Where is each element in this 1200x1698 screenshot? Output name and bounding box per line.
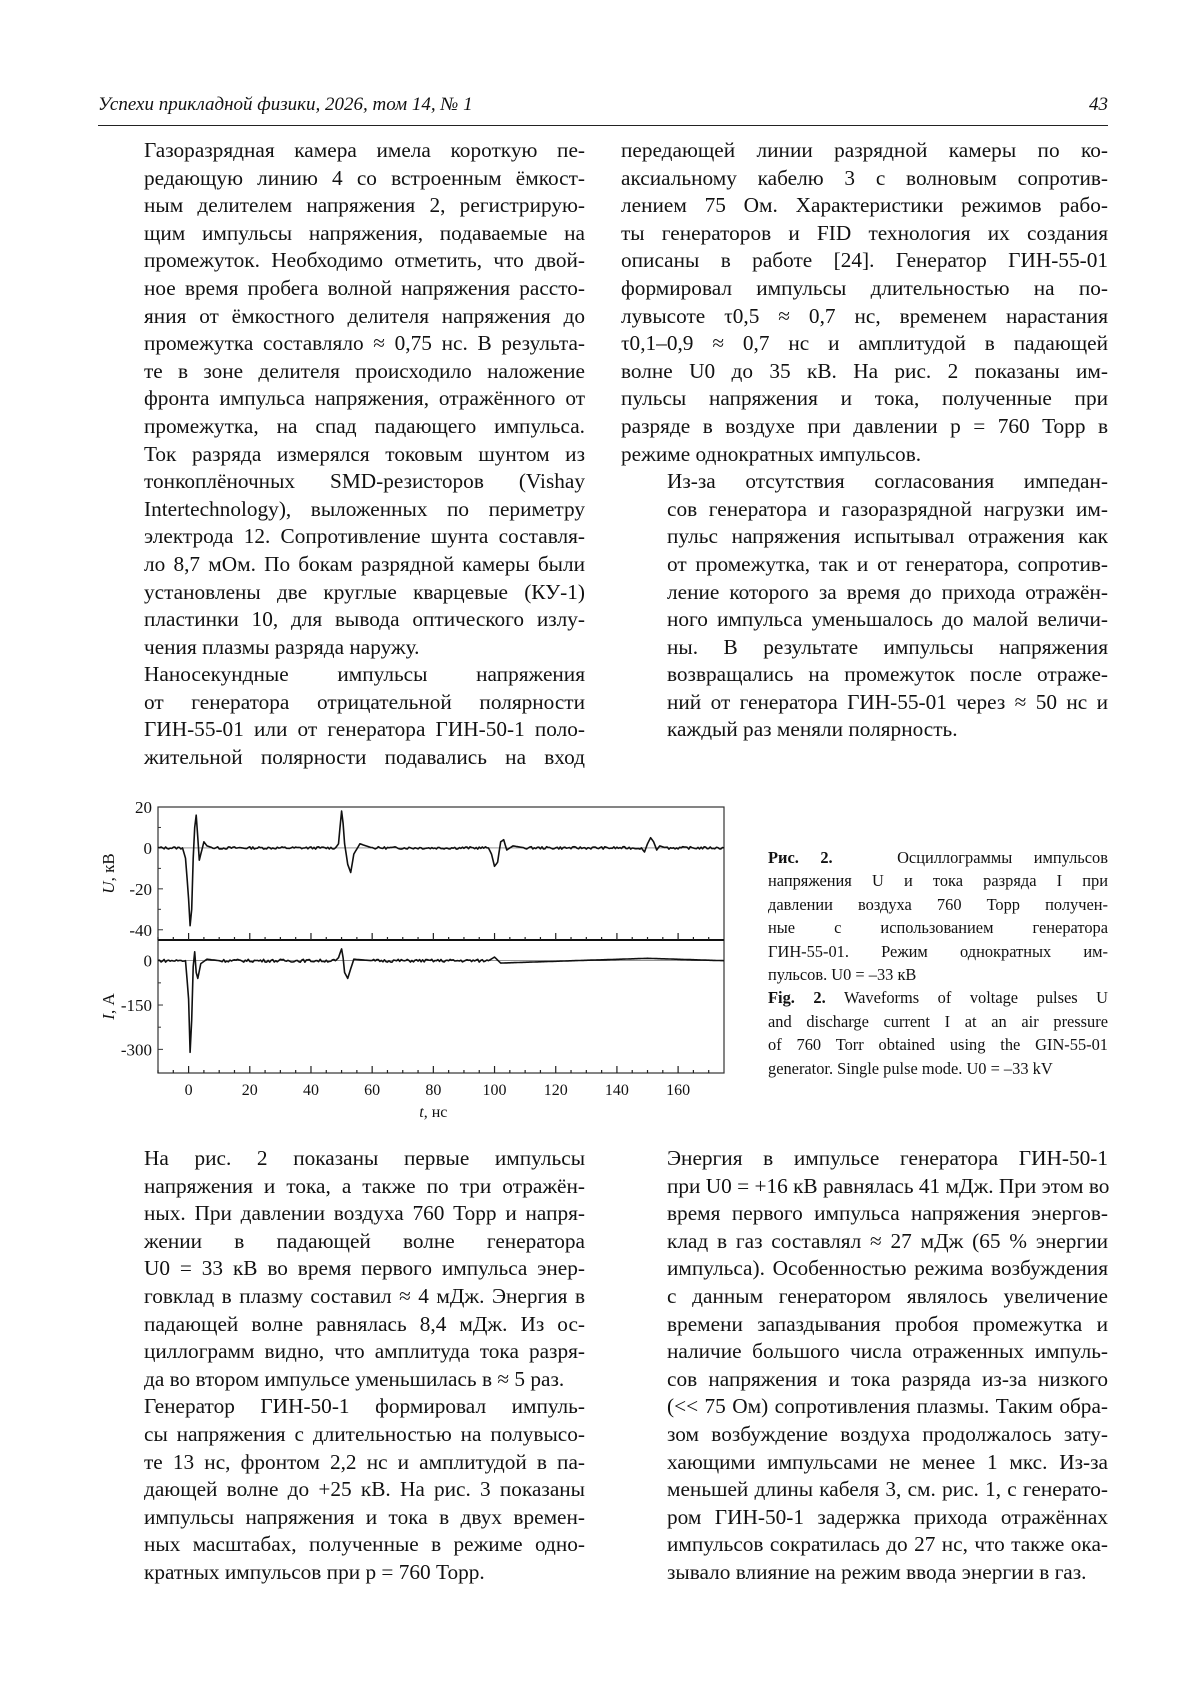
text-line: да во втором импульсе уменьшилась в ≈ 5 раз. bbox=[144, 1366, 565, 1391]
text-line: ты генераторов и FID технология их создания bbox=[621, 220, 1108, 245]
text-line: жительной полярности подавались на вход bbox=[144, 745, 585, 770]
text-line: формировал импульсы длительностью на по- bbox=[621, 275, 1108, 300]
text-line: клад в газ составлял ≈ 27 мДж (65 % энергии bbox=[667, 1228, 1108, 1253]
y-axis-label: U, кВ bbox=[99, 853, 118, 894]
y-tick-label: 20 bbox=[135, 798, 152, 817]
y-axis-label: I, А bbox=[99, 993, 118, 1020]
text-line: ное время пробега волной напряжения рассто- bbox=[144, 275, 585, 300]
caption-en-first-line: Fig. 2. Waveforms of voltage pulses U bbox=[768, 988, 1108, 1008]
text-line: Intertechnology), выложенных по периметру bbox=[144, 496, 585, 521]
paragraph bbox=[621, 1145, 1108, 1587]
text-line: передающей линии разрядной камеры по ко- bbox=[621, 138, 1108, 162]
text-line: ний от генератора ГИН-55-01 через ≈ 50 нс и bbox=[667, 689, 1108, 714]
paragraph bbox=[98, 1145, 585, 1393]
text-line: Ток разряда измерялся токовым шунтом из bbox=[144, 441, 585, 466]
text-line: возвращались на промежуток после отраже- bbox=[667, 662, 1108, 687]
text-line: фронта импульса напряжения, отражённого от bbox=[144, 386, 585, 411]
text-line: яния от ёмкостного делителя напряжения до bbox=[144, 303, 585, 328]
text-line: лувысоте τ0,5 ≈ 0,7 нс, временем нарастания bbox=[621, 303, 1108, 328]
text-line: ного импульса уменьшалось до малой величи- bbox=[667, 607, 1108, 632]
y-tick-label: 0 bbox=[143, 951, 152, 971]
header-rule bbox=[98, 125, 1108, 126]
paragraph bbox=[621, 137, 1108, 468]
figure-2-oscillogram bbox=[90, 795, 740, 1125]
waveform-I bbox=[158, 949, 724, 1052]
text-line: ных масштабах, полученные в режиме одно- bbox=[144, 1532, 585, 1557]
text-line: установлены две круглые кварцевые (КУ-1) bbox=[144, 579, 585, 604]
text-line: сов напряжения и тока разряда из-за низкого bbox=[667, 1366, 1108, 1391]
journal-title: Успехи прикладной физики, 2026, том 14, № 1 bbox=[98, 94, 473, 115]
text-line: пластинки 10, для вывода оптического излу- bbox=[144, 607, 585, 632]
text-line: каждый раз меняли полярность. bbox=[667, 717, 958, 742]
text-line: зывало влияние на режим ввода энергии в газ. bbox=[667, 1559, 1087, 1584]
text-line: говклад в плазму составил ≈ 4 мДж. Энергия в bbox=[144, 1283, 585, 1308]
text-line: режиме однократных импульсов. bbox=[621, 441, 922, 466]
column-3 bbox=[98, 1145, 585, 1587]
caption-line: ные с использованием генератора bbox=[768, 918, 1108, 938]
caption-en-body bbox=[768, 1010, 1108, 1080]
text-line: волне U0 до 35 кВ. На рис. 2 показаны им- bbox=[621, 358, 1108, 383]
paragraph bbox=[98, 137, 585, 661]
x-tick-label: 60 bbox=[364, 1082, 381, 1099]
text-line: импульса). Особенностью режима возбуждения bbox=[667, 1256, 1108, 1281]
y-tick-label: 0 bbox=[143, 838, 152, 858]
caption-line: of 760 Torr obtained using the GIN-55-01 bbox=[768, 1035, 1108, 1055]
x-tick-label: 0 bbox=[184, 1082, 193, 1099]
text-line: ло 8,7 мОм. По бокам разрядной камеры были bbox=[144, 551, 585, 576]
text-line: времени запаздывания пробоя промежутка и bbox=[667, 1311, 1108, 1336]
text-line: описаны в работе [24]. Генератор ГИН-55-01 bbox=[621, 248, 1108, 273]
text-line: (<< 75 Ом) сопротивления плазмы. Таким обра- bbox=[667, 1394, 1108, 1419]
caption-ru-body bbox=[768, 869, 1108, 986]
text-line: те в зоне делителя происходило наложение bbox=[144, 358, 585, 383]
text-line: промежуток. Необходимо отметить, что двой- bbox=[144, 248, 585, 273]
x-tick-label: 140 bbox=[604, 1082, 629, 1099]
column-2 bbox=[621, 137, 1108, 744]
caption-ru-label: Рис. 2. bbox=[768, 848, 833, 867]
text-line: пульс напряжения испытывал отражения как bbox=[667, 524, 1108, 549]
text-line: ГИН-55-01 или от генератора ГИН-50-1 поло- bbox=[144, 717, 585, 742]
y-tick-label: -20 bbox=[129, 879, 152, 899]
caption-ru-first-line: Рис. 2. Осциллограммы импульсов bbox=[768, 848, 1108, 867]
x-axis-label: t, нс bbox=[419, 1104, 448, 1121]
text-line: Из-за отсутствия согласования импедан- bbox=[667, 469, 1108, 494]
x-tick-label: 160 bbox=[666, 1082, 691, 1099]
text-line: U0 = 33 кВ во время первого импульса энер- bbox=[144, 1256, 585, 1281]
text-line: сов генератора и газоразрядной нагрузки им- bbox=[667, 496, 1108, 521]
text-line: наличие большого числа отраженных импуль- bbox=[667, 1339, 1108, 1364]
column-1 bbox=[98, 137, 585, 772]
caption-line: давлении воздуха 760 Торр получен- bbox=[768, 894, 1108, 914]
text-line: электрода 12. Сопротивление шунта составля- bbox=[144, 524, 585, 549]
text-line: те 13 нс, фронтом 2,2 нс и амплитудой в па- bbox=[144, 1449, 585, 1474]
text-line: меньшей длины кабеля 3, см. рис. 1, с генерато- bbox=[667, 1477, 1108, 1502]
text-line: разряде в воздухе при давлении p = 760 Торр в bbox=[621, 413, 1108, 438]
caption-line: and discharge current I at an air pressure bbox=[768, 1011, 1108, 1031]
text-line: при U0 = +16 кВ равнялась 41 мДж. При этом во bbox=[667, 1173, 1110, 1198]
text-line: импульсов сократилась до 27 нс, что также ока- bbox=[667, 1532, 1108, 1557]
column-4 bbox=[621, 1145, 1108, 1587]
text-line: редающую линию 4 со встроенным ёмкост- bbox=[144, 165, 585, 190]
figure-caption bbox=[768, 846, 1108, 1080]
paragraph bbox=[621, 468, 1108, 744]
y-tick-label: -40 bbox=[129, 920, 152, 940]
x-tick-label: 100 bbox=[482, 1082, 507, 1099]
y-tick-label: -300 bbox=[120, 1040, 152, 1060]
text-line: от генератора отрицательной полярности bbox=[144, 689, 585, 714]
text-line: падающей волне равнялась 8,4 мДж. Из ос- bbox=[144, 1311, 585, 1336]
caption-en-label: Fig. 2. bbox=[768, 988, 826, 1008]
text-line: щим импульсы напряжения, подаваемые на bbox=[144, 220, 585, 245]
text-line: Наносекундные импульсы напряжения bbox=[144, 662, 585, 687]
text-line: ных. При давлении воздуха 760 Торр и напря- bbox=[144, 1201, 585, 1226]
waveform-U bbox=[158, 811, 724, 926]
text-line: τ0,1–0,9 ≈ 0,7 нс и амплитудой в падающей bbox=[621, 331, 1108, 356]
text-line: зом возбуждение воздуха продолжалось зату- bbox=[667, 1421, 1108, 1446]
text-line: дающей волне до +25 кВ. На рис. 3 показаны bbox=[144, 1477, 585, 1502]
text-line: импульсы напряжения и тока в двух времен- bbox=[144, 1504, 585, 1529]
text-line: чения плазмы разряда наружу. bbox=[144, 634, 420, 659]
text-line: ны. В результате импульсы напряжения bbox=[667, 634, 1108, 659]
x-tick-label: 120 bbox=[543, 1082, 568, 1099]
caption-line: пульсов. U0 = –33 кВ bbox=[768, 965, 917, 985]
text-line: промежутка, на спад падающего импульса. bbox=[144, 413, 585, 438]
x-tick-label: 40 bbox=[302, 1082, 319, 1099]
caption-line: напряжения U и тока разряда I при bbox=[768, 871, 1108, 891]
text-line: время первого импульса напряжения энергов- bbox=[667, 1201, 1108, 1226]
text-line: Генератор ГИН-50-1 формировал импуль- bbox=[144, 1394, 585, 1419]
text-line: циллограмм видно, что амплитуда тока разря- bbox=[144, 1339, 585, 1364]
text-line: ление которого за время до прихода отражён- bbox=[667, 579, 1108, 604]
page-number: 43 bbox=[1089, 94, 1108, 115]
y-tick-label: -150 bbox=[120, 996, 152, 1016]
x-tick-label: 20 bbox=[241, 1082, 258, 1099]
text-line: Газоразрядная камера имела короткую пе- bbox=[144, 138, 585, 162]
text-line: Энергия в импульсе генератора ГИН-50-1 bbox=[667, 1146, 1108, 1170]
text-line: тонкоплёночных SMD-резисторов (Vishay bbox=[144, 469, 585, 494]
text-line: хающими импульсами не менее 1 мкс. Из-за bbox=[667, 1449, 1108, 1474]
text-line: сы напряжения с длительностью на полувысо- bbox=[144, 1421, 585, 1446]
x-tick-label: 80 bbox=[425, 1082, 442, 1099]
caption-line: generator. Single pulse mode. U0 = –33 kV bbox=[768, 1058, 1053, 1078]
text-line: пульсы напряжения и тока, полученные при bbox=[621, 386, 1108, 411]
caption-line: ГИН-55-01. Режим однократных им- bbox=[768, 941, 1108, 961]
text-line: промежутка составляло ≈ 0,75 нс. В результа- bbox=[144, 331, 585, 356]
text-line: кратных импульсов при p = 760 Торр. bbox=[144, 1559, 485, 1584]
text-line: лением 75 Ом. Характеристики режимов рабо- bbox=[621, 193, 1108, 218]
text-line: жении в падающей волне генератора bbox=[144, 1228, 585, 1253]
text-line: ром ГИН-50-1 задержка прихода отражённах bbox=[667, 1504, 1108, 1529]
text-line: аксиальному кабелю 3 с волновым сопротив- bbox=[621, 165, 1108, 190]
text-line: с данным генератором являлось увеличение bbox=[667, 1283, 1108, 1308]
text-line: напряжения и тока, а также по три отражён- bbox=[144, 1173, 585, 1198]
paragraph bbox=[98, 1393, 585, 1586]
paragraph bbox=[98, 661, 585, 771]
text-line: ным делителем напряжения 2, регистрирую- bbox=[144, 193, 585, 218]
running-header bbox=[98, 94, 1108, 120]
oscillogram-chart bbox=[90, 795, 740, 1125]
text-line: от промежутка, так и от генератора, сопротив- bbox=[667, 551, 1108, 576]
text-line: На рис. 2 показаны первые импульсы bbox=[144, 1146, 585, 1170]
